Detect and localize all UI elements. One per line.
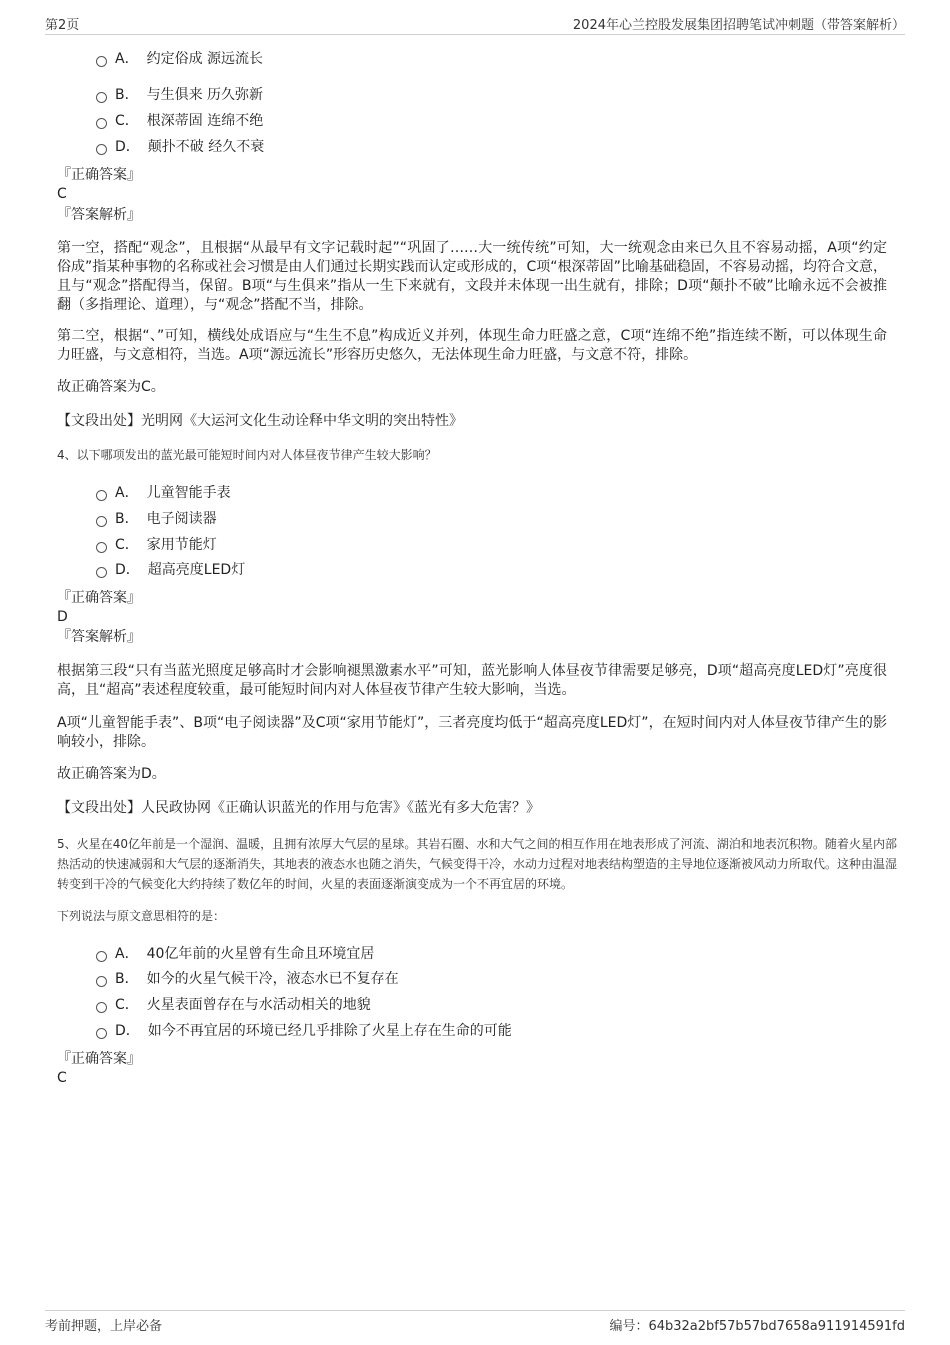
q5-option-c[interactable]: C． 火星表面曾存在与水活动相关的地貌	[96, 995, 371, 1015]
q4-question: 4、以下哪项发出的蓝光最可能短时间内对人体昼夜节律产生较大影响？	[57, 448, 437, 462]
radio-icon[interactable]	[96, 1002, 107, 1013]
q3-analysis-paragraph: 第二空，根据“、”可知，横线处成语应与“生生不息”构成近义并列，体现生命力旺盛之意，C项“连绵不绝”指连续不断，可以体现生命力旺盛，与文意相符，当选。A项“源远流长”形容历史悠久，无法体现生命力旺盛，与文意不符，排除。	[57, 328, 887, 363]
q4-answer-label: 『正确答案』	[57, 590, 141, 606]
q5-passage: 5、火星在40亿年前是一个湿润、温暖，且拥有浓厚大气层的星球。其岩石圈、水和大气之间的相互作用在地表形成了河流、湖泊和地表沉积物。随着火星内部热活动的快速减弱和大气层的逐渐消失，其地表的液态水也随之消失，气候变得干冷，水动力过程对地表结构塑造的主导地位逐渐被风动力所取代。这种由温湿转变到干冷的气候变化大约持续了数亿年的时间，火星的表面逐渐演变成为一个不再宜居的环境。	[57, 837, 898, 891]
page-number: 第2页	[45, 18, 80, 33]
radio-icon[interactable]	[96, 976, 107, 987]
q3-answer-label: 『正确答案』	[57, 167, 141, 183]
q4-answer: D	[57, 609, 68, 625]
q5-option-a[interactable]: A． 40亿年前的火星曾有生命且环境宜居	[96, 944, 374, 964]
q5-answer-label: 『正确答案』	[57, 1051, 141, 1067]
q3-option-a[interactable]: A． 约定俗成 源远流长	[96, 49, 263, 69]
q4-analysis-paragraph: 根据第三段“只有当蓝光照度足够高时才会影响褪黑激素水平”可知，蓝光影响人体昼夜节律需要足够亮，D项“超高亮度LED灯”亮度很高，且“超高”表述程度较重，最可能短时间内对人体昼夜节律产生较大影响，当选。	[57, 663, 887, 698]
page-header	[45, 14, 905, 35]
q5-answer: C	[57, 1070, 67, 1086]
q4-source: 【文段出处】人民政协网《正确认识蓝光的作用与危害》《蓝光有多大危害？》	[57, 800, 540, 816]
radio-icon[interactable]	[96, 118, 107, 129]
q3-option-b[interactable]: B． 与生俱来 历久弥新	[96, 85, 263, 105]
q4-analysis-label: 『答案解析』	[57, 629, 141, 645]
q4-option-b[interactable]: B． 电子阅读器	[96, 509, 217, 529]
q4-analysis-paragraph: A项“儿童智能手表”、B项“电子阅读器”及C项“家用节能灯”，三者亮度均低于“超高亮度LED灯”，在短时间内对人体昼夜节律产生的影响较小，排除。	[57, 715, 887, 750]
q3-source: 【文段出处】光明网《大运河文化生动诠释中华文明的突出特性》	[57, 413, 463, 429]
q4-conclusion: 故正确答案为D。	[57, 766, 166, 782]
q3-option-c[interactable]: C． 根深蒂固 连绵不绝	[96, 111, 263, 131]
q5-option-d[interactable]: D． 如今不再宜居的环境已经几乎排除了火星上存在生命的可能	[96, 1021, 512, 1041]
radio-icon[interactable]	[96, 144, 107, 155]
q4-option-d[interactable]: D． 超高亮度LED灯	[96, 560, 245, 580]
q3-conclusion: 故正确答案为C。	[57, 379, 165, 395]
radio-icon[interactable]	[96, 1028, 107, 1039]
q5-option-b[interactable]: B． 如今的火星气候干冷，液态水已不复存在	[96, 969, 399, 989]
q5-question: 下列说法与原文意思相符的是：	[57, 909, 226, 923]
q4-option-c[interactable]: C． 家用节能灯	[96, 535, 217, 555]
page-footer	[45, 1310, 905, 1333]
radio-icon[interactable]	[96, 56, 107, 67]
q3-analysis-paragraph: 第一空，搭配“观念”，且根据“从最早有文字记载时起”“巩固了……大一统传统”可知，大一统观念由来已久且不容易动摇，A项“约定俗成”指某种事物的名称或社会习惯是由人们通过长期实践而认定或形成的，C项“根深蒂固”比喻基础稳固，不容易动摇，均符合文意，且与“观念”搭配得当，保留。B项“与生俱来”指从一生下来就有，文段并未体现一出生就有，排除；D项“颠扑不破”比喻永远不会被推翻（多指理论、道理），与“观念”搭配不当，排除。	[57, 240, 887, 313]
radio-icon[interactable]	[96, 567, 107, 578]
q3-option-d[interactable]: D． 颠扑不破 经久不衰	[96, 137, 264, 157]
q4-option-a[interactable]: A． 儿童智能手表	[96, 483, 231, 503]
radio-icon[interactable]	[96, 516, 107, 527]
document-title: 2024年心兰控股发展集团招聘笔试冲刺题（带答案解析）	[572, 18, 905, 33]
radio-icon[interactable]	[96, 542, 107, 553]
footer-code: 编号：64b32a2bf57b57bd7658a911914591fd	[609, 1319, 905, 1334]
q3-analysis-label: 『答案解析』	[57, 207, 141, 223]
q3-answer: C	[57, 186, 67, 202]
radio-icon[interactable]	[96, 951, 107, 962]
footer-slogan: 考前押题，上岸必备	[45, 1319, 163, 1334]
radio-icon[interactable]	[96, 490, 107, 501]
radio-icon[interactable]	[96, 92, 107, 103]
